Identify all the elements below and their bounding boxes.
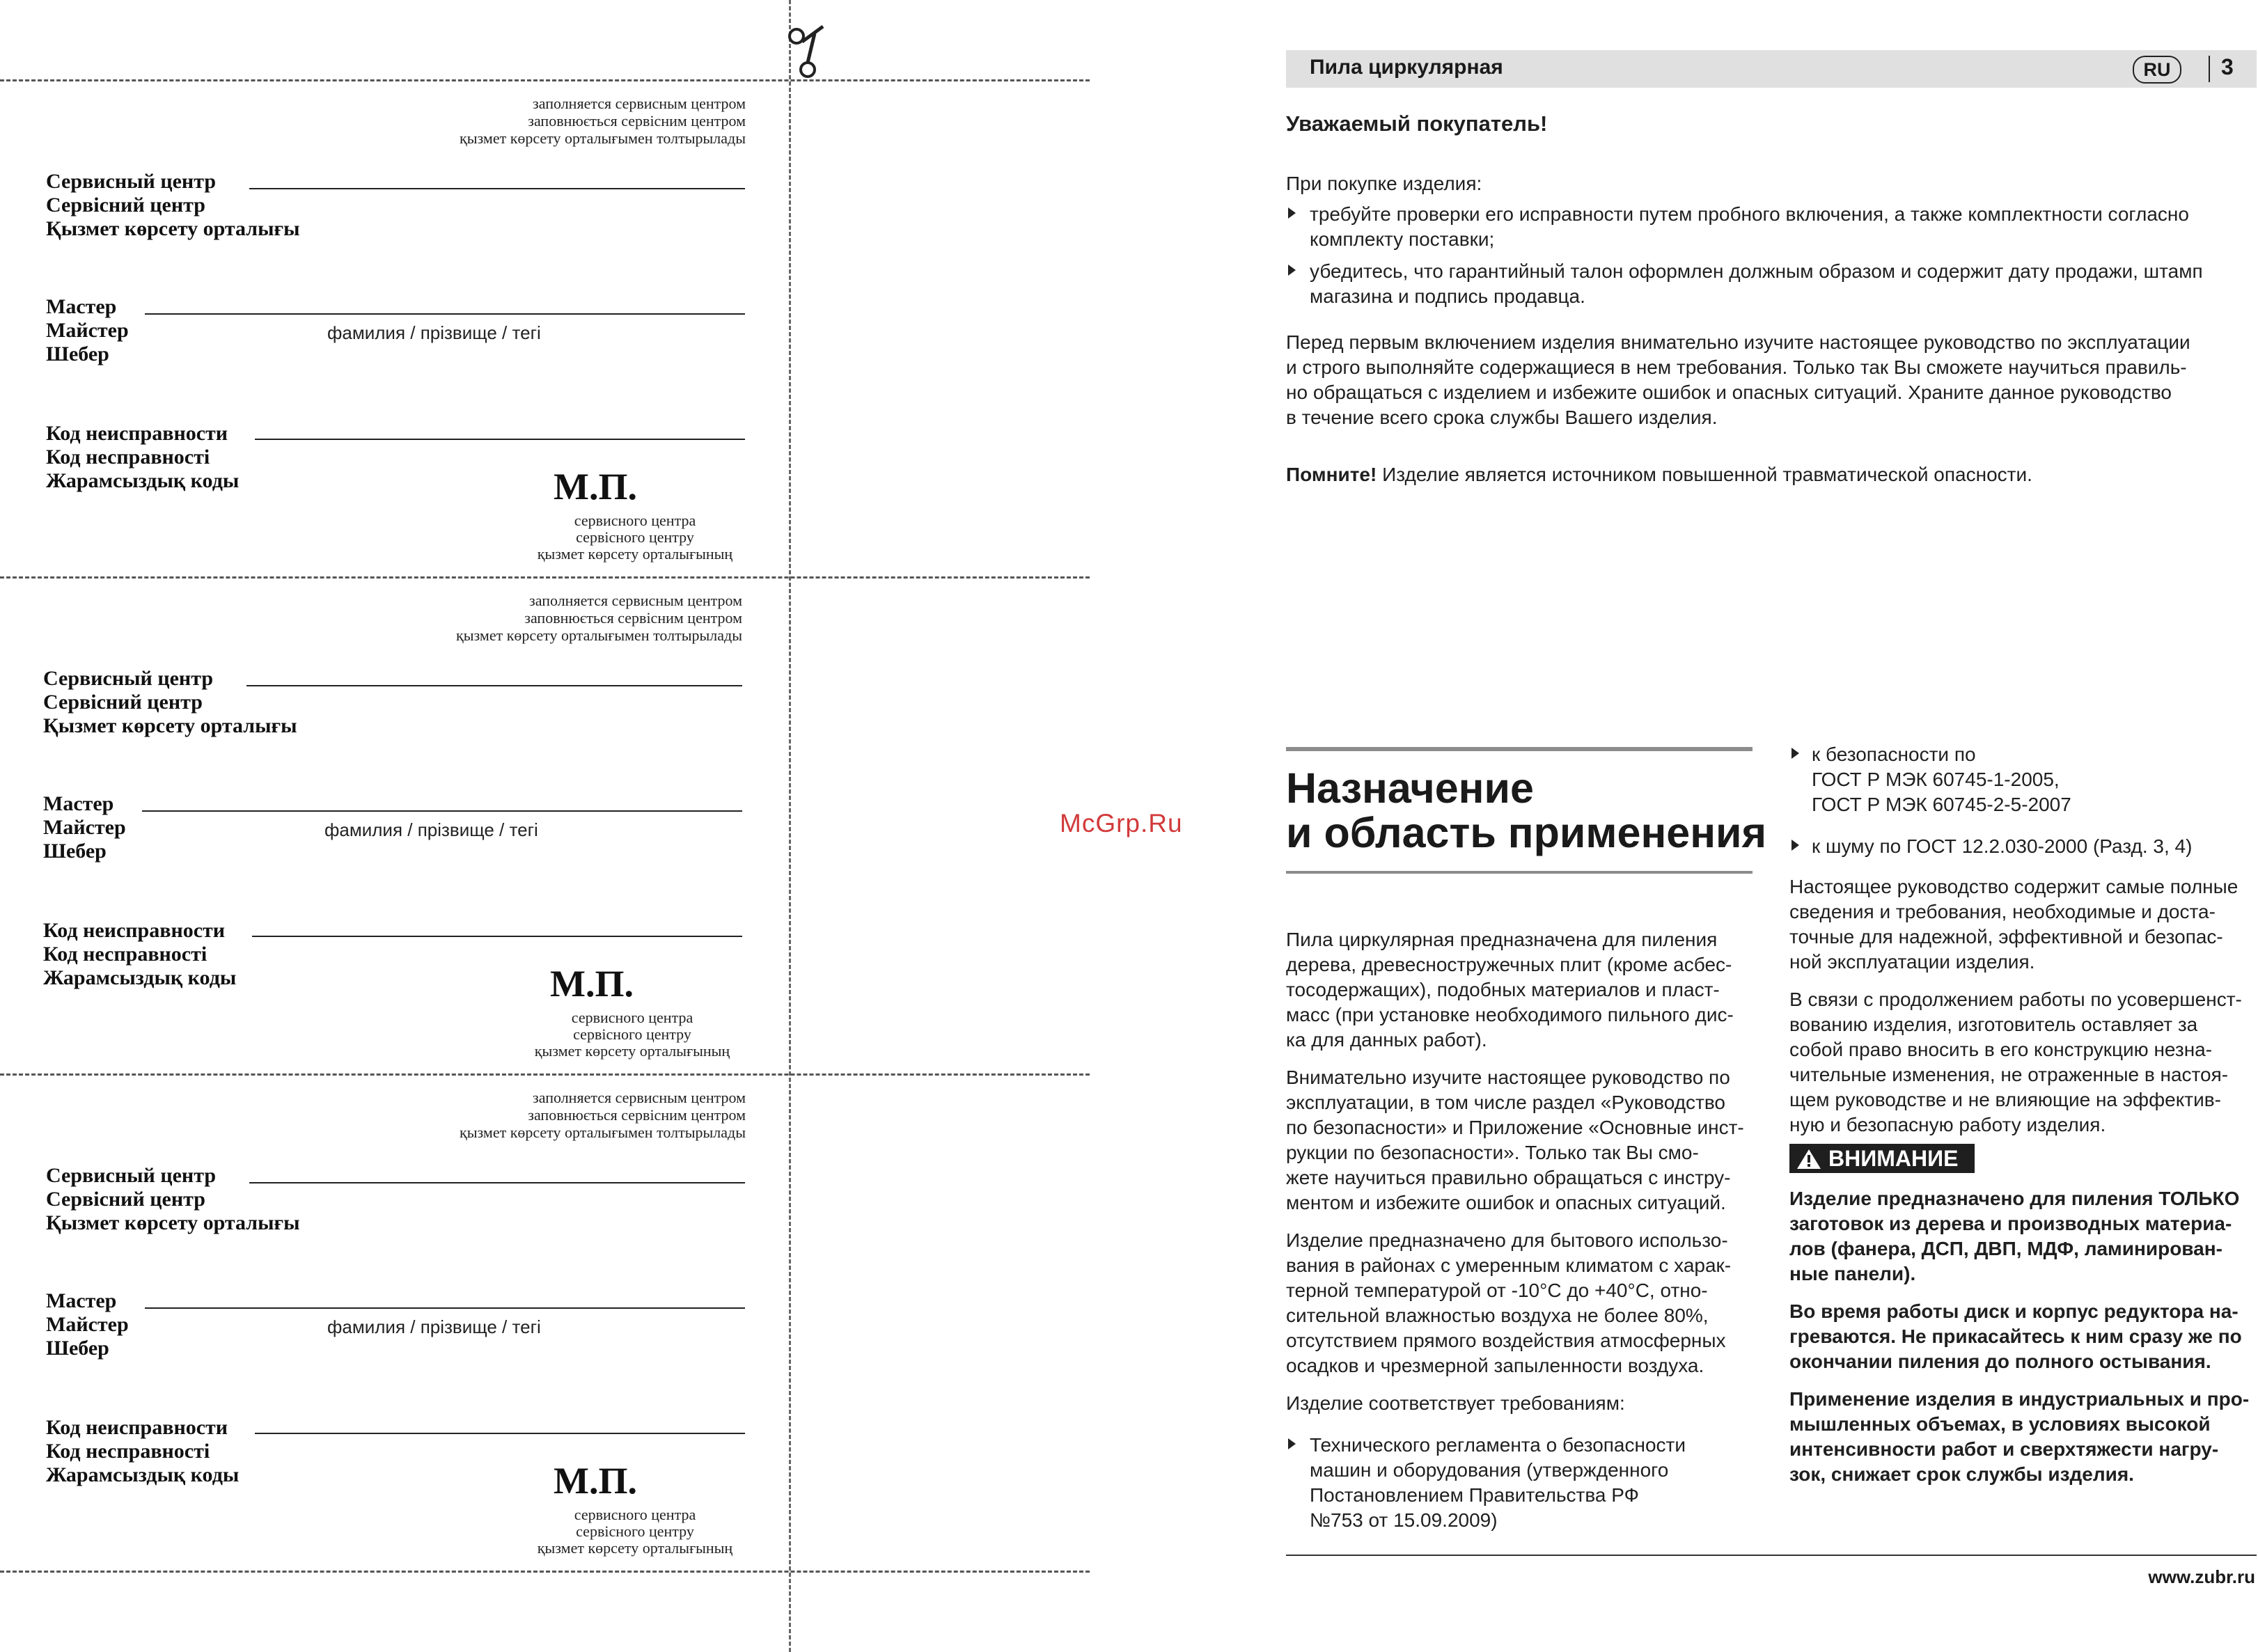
intro-bullet-2: убедитесь, что гарантийный талон оформлен должным образом и содержит дату продажи, штамп магазина и подпись продавца. xyxy=(1310,260,2203,307)
intro-paragraph: Перед первым включением изделия внимательно изучите настоящее руководство по эксплуатации и строго выполняйте содержащиеся в нем требования. Только так Вы сможете научиться правиль- но обращаться с изделием и избежите ошибок и опасных ситуаций. Храните данное руководство в течение всего срока службы Вашего изделия. xyxy=(1286,331,2190,428)
filled-by-note: заполняется сервисным центром заповнюється сервісним центром қызмет көрсету орталығымен толтырылады xyxy=(460,1089,746,1141)
fault-code-field[interactable] xyxy=(255,1433,745,1434)
fault-code-label: Код неисправности Код несправності Жарамсыздық коды xyxy=(46,422,240,492)
master-label: Мастер Майстер Шебер xyxy=(46,295,129,365)
footer-rule xyxy=(1286,1555,2257,1556)
fault-code-field[interactable] xyxy=(252,936,742,937)
remember-note: Помните! Изделие является источником повышенной травматической опасности. xyxy=(1286,464,2032,485)
purpose-paragraph: Пила циркулярная предназначена для пиления дерева, древесностружечных плит (кроме асбес- тосодержащих), подобных материалов и пласт- масс (при установке необходимого пильного дис- ка для данных работ). xyxy=(1286,929,1734,1051)
service-center-label: Сервисный центр Сервісний центр Қызмет көрсету орталығы xyxy=(46,1164,300,1234)
heading-bottom-rule xyxy=(1286,871,1753,874)
scissors-icon xyxy=(787,21,836,84)
filled-by-note: заполняется сервисным центром заповнюється сервісним центром қызмет көрсету орталығымен толтырылады xyxy=(456,592,742,644)
page-number: 3 xyxy=(2221,54,2234,79)
fault-code-label: Код неисправности Код несправності Жарамсыздық коды xyxy=(43,919,237,989)
bullet-arrow-icon xyxy=(1791,748,1799,759)
filled-by-note: заполняется сервисным центром заповнюється сервісним центром қызмет көрсету орталығымен толтырылады xyxy=(460,95,746,147)
service-center-field[interactable] xyxy=(246,685,742,686)
warranty-coupon-1 xyxy=(0,95,787,592)
master-label: Мастер Майстер Шебер xyxy=(43,792,126,863)
service-center-field[interactable] xyxy=(249,1182,745,1183)
noise-standard-bullet: к шуму по ГОСТ 12.2.030-2000 (Разд. 3, 4) xyxy=(1812,835,2193,857)
safety-standard-bullet: к безопасности по ГОСТ Р МЭК 60745-1-2005, ГОСТ Р МЭК 60745-2-5-2007 xyxy=(1812,744,2071,815)
stamp-place: М.П. xyxy=(550,963,634,1005)
warranty-coupon-3 xyxy=(0,1089,787,1586)
section-heading: Назначение и область применения xyxy=(1286,764,1767,856)
warning-icon xyxy=(1796,1149,1821,1170)
service-center-field[interactable] xyxy=(249,188,745,189)
stamp-place: М.П. xyxy=(554,466,637,508)
warning-paragraph-1: Изделие предназначено для пиления ТОЛЬКО заготовок из дерева и производных материа- лов (фанера, ДСП, ДВП, МДФ, ламинирован- ные панели). xyxy=(1789,1188,2240,1284)
bullet-arrow-icon xyxy=(1288,265,1296,276)
fault-code-label: Код неисправности Код несправності Жарамсыздық коды xyxy=(46,1416,240,1486)
page-header-title: Пила циркулярная xyxy=(1310,56,1503,79)
surname-hint: фамилия / прізвище / тегі xyxy=(327,322,541,343)
conformity-intro: Изделие соответствует требованиям: xyxy=(1286,1392,1625,1414)
improvements-paragraph: В связи с продолжением работы по усовершенст- вованию изделия, изготовитель оставляет за собой право вносить в его конструкцию незна- чительные изменения, не отраженные в настоя- щем руководстве и не влияющие на эффектив- ную и безопасную работу изделия. xyxy=(1789,989,2242,1135)
stamp-caption: сервисного центра сервісного центру қызмет көрсету орталығының xyxy=(534,1009,730,1060)
stamp-caption: сервисного центра сервісного центру қызмет көрсету орталығының xyxy=(537,512,733,563)
footer-website[interactable]: www.zubr.ru xyxy=(2148,1566,2255,1587)
service-center-label: Сервисный центр Сервісний центр Қызмет көрсету орталығы xyxy=(43,667,297,737)
heading-top-rule xyxy=(1286,747,1753,751)
bullet-arrow-icon xyxy=(1791,840,1799,851)
climate-paragraph: Изделие предназначено для бытового использо- вания в районах с умеренным климатом с харак- терной температурой от -10°С до +40°С, отно- сительной влажностью воздуха не более 80%, отсутствием прямого воздействия атмосферных осадков и чрезмерной запыленности воздуха. xyxy=(1286,1229,1732,1376)
warning-paragraph-2: Во время работы диск и корпус редуктора на- греваются. Не прикасайтесь к ним сразу же по окончании пиления до полного остывания. xyxy=(1789,1300,2242,1372)
master-field[interactable] xyxy=(145,1307,745,1309)
greeting-heading: Уважаемый покупатель! xyxy=(1286,111,1548,136)
master-field[interactable] xyxy=(142,810,742,812)
regulation-bullet: Технического регламента о безопасности машин и оборудования (утвержденного Постановлением Правительства РФ №753 от 15.09.2009) xyxy=(1310,1434,1686,1531)
master-field[interactable] xyxy=(145,313,745,315)
manual-scope-paragraph: Настоящее руководство содержит самые полные сведения и требования, необходимые и доста- точные для надежной, эффективной и безопас- ной эксплуатации изделия. xyxy=(1789,876,2239,973)
surname-hint: фамилия / прізвище / тегі xyxy=(327,1316,541,1337)
bullet-arrow-icon xyxy=(1288,1438,1296,1449)
vertical-cut-line xyxy=(789,0,791,1652)
service-center-label: Сервисный центр Сервісний центр Қызмет көрсету орталығы xyxy=(46,170,300,240)
stamp-caption: сервисного центра сервісного центру қызмет көрсету орталығының xyxy=(537,1506,733,1557)
bullet-arrow-icon xyxy=(1288,207,1296,219)
fault-code-field[interactable] xyxy=(255,439,745,440)
purchase-intro: При покупке изделия: xyxy=(1286,173,1482,194)
warning-badge xyxy=(1789,1144,1975,1173)
master-label: Мастер Майстер Шебер xyxy=(46,1289,129,1360)
language-badge: RU xyxy=(2133,56,2181,84)
stamp-place: М.П. xyxy=(554,1460,637,1502)
warning-label: ВНИМАНИЕ xyxy=(1828,1146,1959,1171)
read-manual-paragraph: Внимательно изучите настоящее руководство по эксплуатации, в том числе раздел «Руководство по безопасности» и Приложение «Основные инст- рукции по безопасности». Только так Вы смо- жете научиться правильно обращаться с инстру- ментом и избежите ошибок и опасных ситуаций. xyxy=(1286,1067,1744,1213)
intro-bullet-1: требуйте проверки его исправности путем пробного включения, а также комплектности согласно комплекту поставки; xyxy=(1310,203,2189,250)
warranty-coupon-2 xyxy=(0,592,787,1089)
warning-paragraph-3: Применение изделия в индустриальных и про- мышленных объемах, в условиях высокой интенсивности работ и сверхтяжести нагру- зок, снижает срок службы изделия. xyxy=(1789,1388,2250,1485)
horizontal-cut-line xyxy=(0,79,1090,81)
surname-hint: фамилия / прізвище / тегі xyxy=(324,819,538,840)
header-separator xyxy=(2209,56,2210,82)
watermark-text: McGrp.Ru xyxy=(1060,809,1183,837)
